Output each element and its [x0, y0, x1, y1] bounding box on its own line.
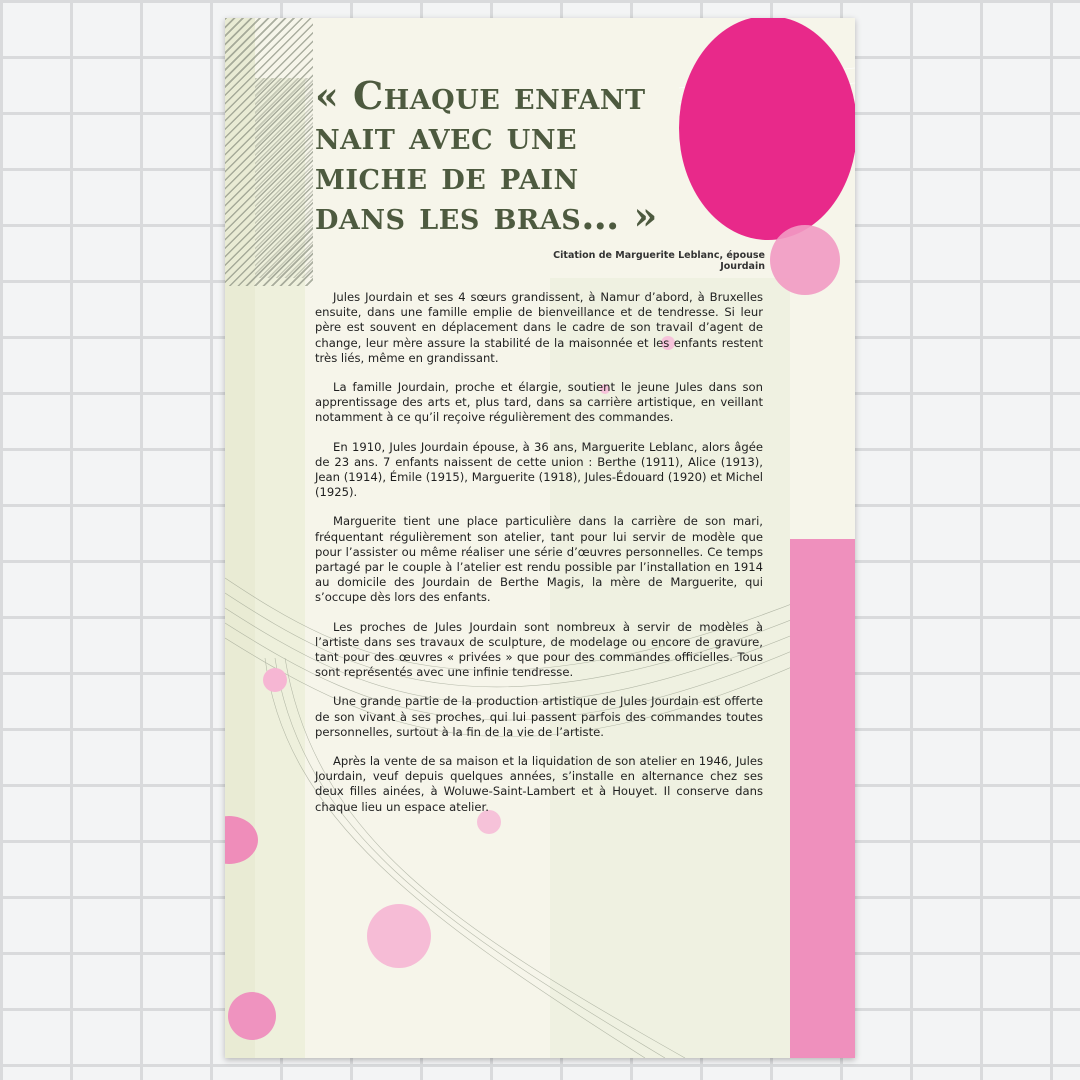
quote-title — [315, 73, 695, 238]
small-pink-circle — [367, 904, 431, 968]
small-pink-circle — [263, 668, 287, 692]
paragraph: Une grande partie de la production artistique de Jules Jourdain est offerte de son vivant à ses proches, qui lui passent parfois des commandes toutes personnelles, surtout à la fin de la vie de l’artiste. — [315, 694, 763, 739]
quote-line: dans les bras… » — [315, 193, 658, 238]
quote-line: « Chaque enfant — [315, 73, 646, 118]
quote-line: miche de pain — [315, 153, 579, 198]
paragraph: Après la vente de sa maison et la liquidation de son atelier en 1946, Jules Jourdain, veuf depuis quelques années, s’installe en alternance chez ses deux filles ainées, à Woluwe-Saint-Lambert et à Houyet. Il conserve dans chaque lieu un espace atelier. — [315, 754, 763, 814]
paragraph: En 1910, Jules Jourdain épouse, à 36 ans, Marguerite Leblanc, alors âgée de 23 ans. 7 enfants naissent de cette union : Berthe (1911), Alice (1913), Jean (1914), Émile (1915), Marguerite (1918), Jules-Édouard (1920) et Michel (1925). — [315, 439, 763, 500]
poster — [225, 18, 855, 1058]
paragraph: La famille Jourdain, proche et élargie, soutient le jeune Jules dans son apprentissage des arts et, plus tard, dans sa carrière artistique, en veillant notamment à ce qu’il reçoive régulièrement des commandes. — [315, 380, 763, 425]
paragraph: Jules Jourdain et ses 4 sœurs grandissent, à Namur d’abord, à Bruxelles ensuite, dans une famille emplie de bienveillance et de tendresse. Si leur père est souvent en déplacement dans le cadre de son travail d’agent de change, leur mère assure la stabilité de la maisonnée et les enfants restent très liés, même en grandissant. — [315, 290, 763, 365]
quote-citation: Citation de Marguerite Leblanc, épouse Jourdain — [553, 250, 765, 272]
large-pink-circle — [679, 18, 855, 240]
quote-line: nait avec une — [315, 113, 578, 158]
paragraph: Marguerite tient une place particulière dans la carrière de son mari, fréquentant régulièrement son atelier, tant pour lui servir de modèle que pour l’assister ou même réaliser une série d’œuvres personnelles. Ce temps partagé par le couple à l’atelier est rendu possible par l’installation en 1914 au domicile des Jourdain de Berthe Magis, la mère de Marguerite, qui s’occupe dès lors des enfants. — [315, 514, 763, 605]
paragraph: Les proches de Jules Jourdain sont nombreux à servir de modèles à l’artiste dans ses travaux de sculpture, de modelage ou encore de gravure, tant pour des œuvres « privées » que pour des commandes officielles. Tous sont représentés avec une infinie tendresse. — [315, 619, 763, 680]
small-pink-circle — [228, 992, 276, 1040]
medium-pink-circle — [770, 225, 840, 295]
pink-vertical-bar — [790, 539, 855, 1058]
body-text — [315, 290, 763, 829]
